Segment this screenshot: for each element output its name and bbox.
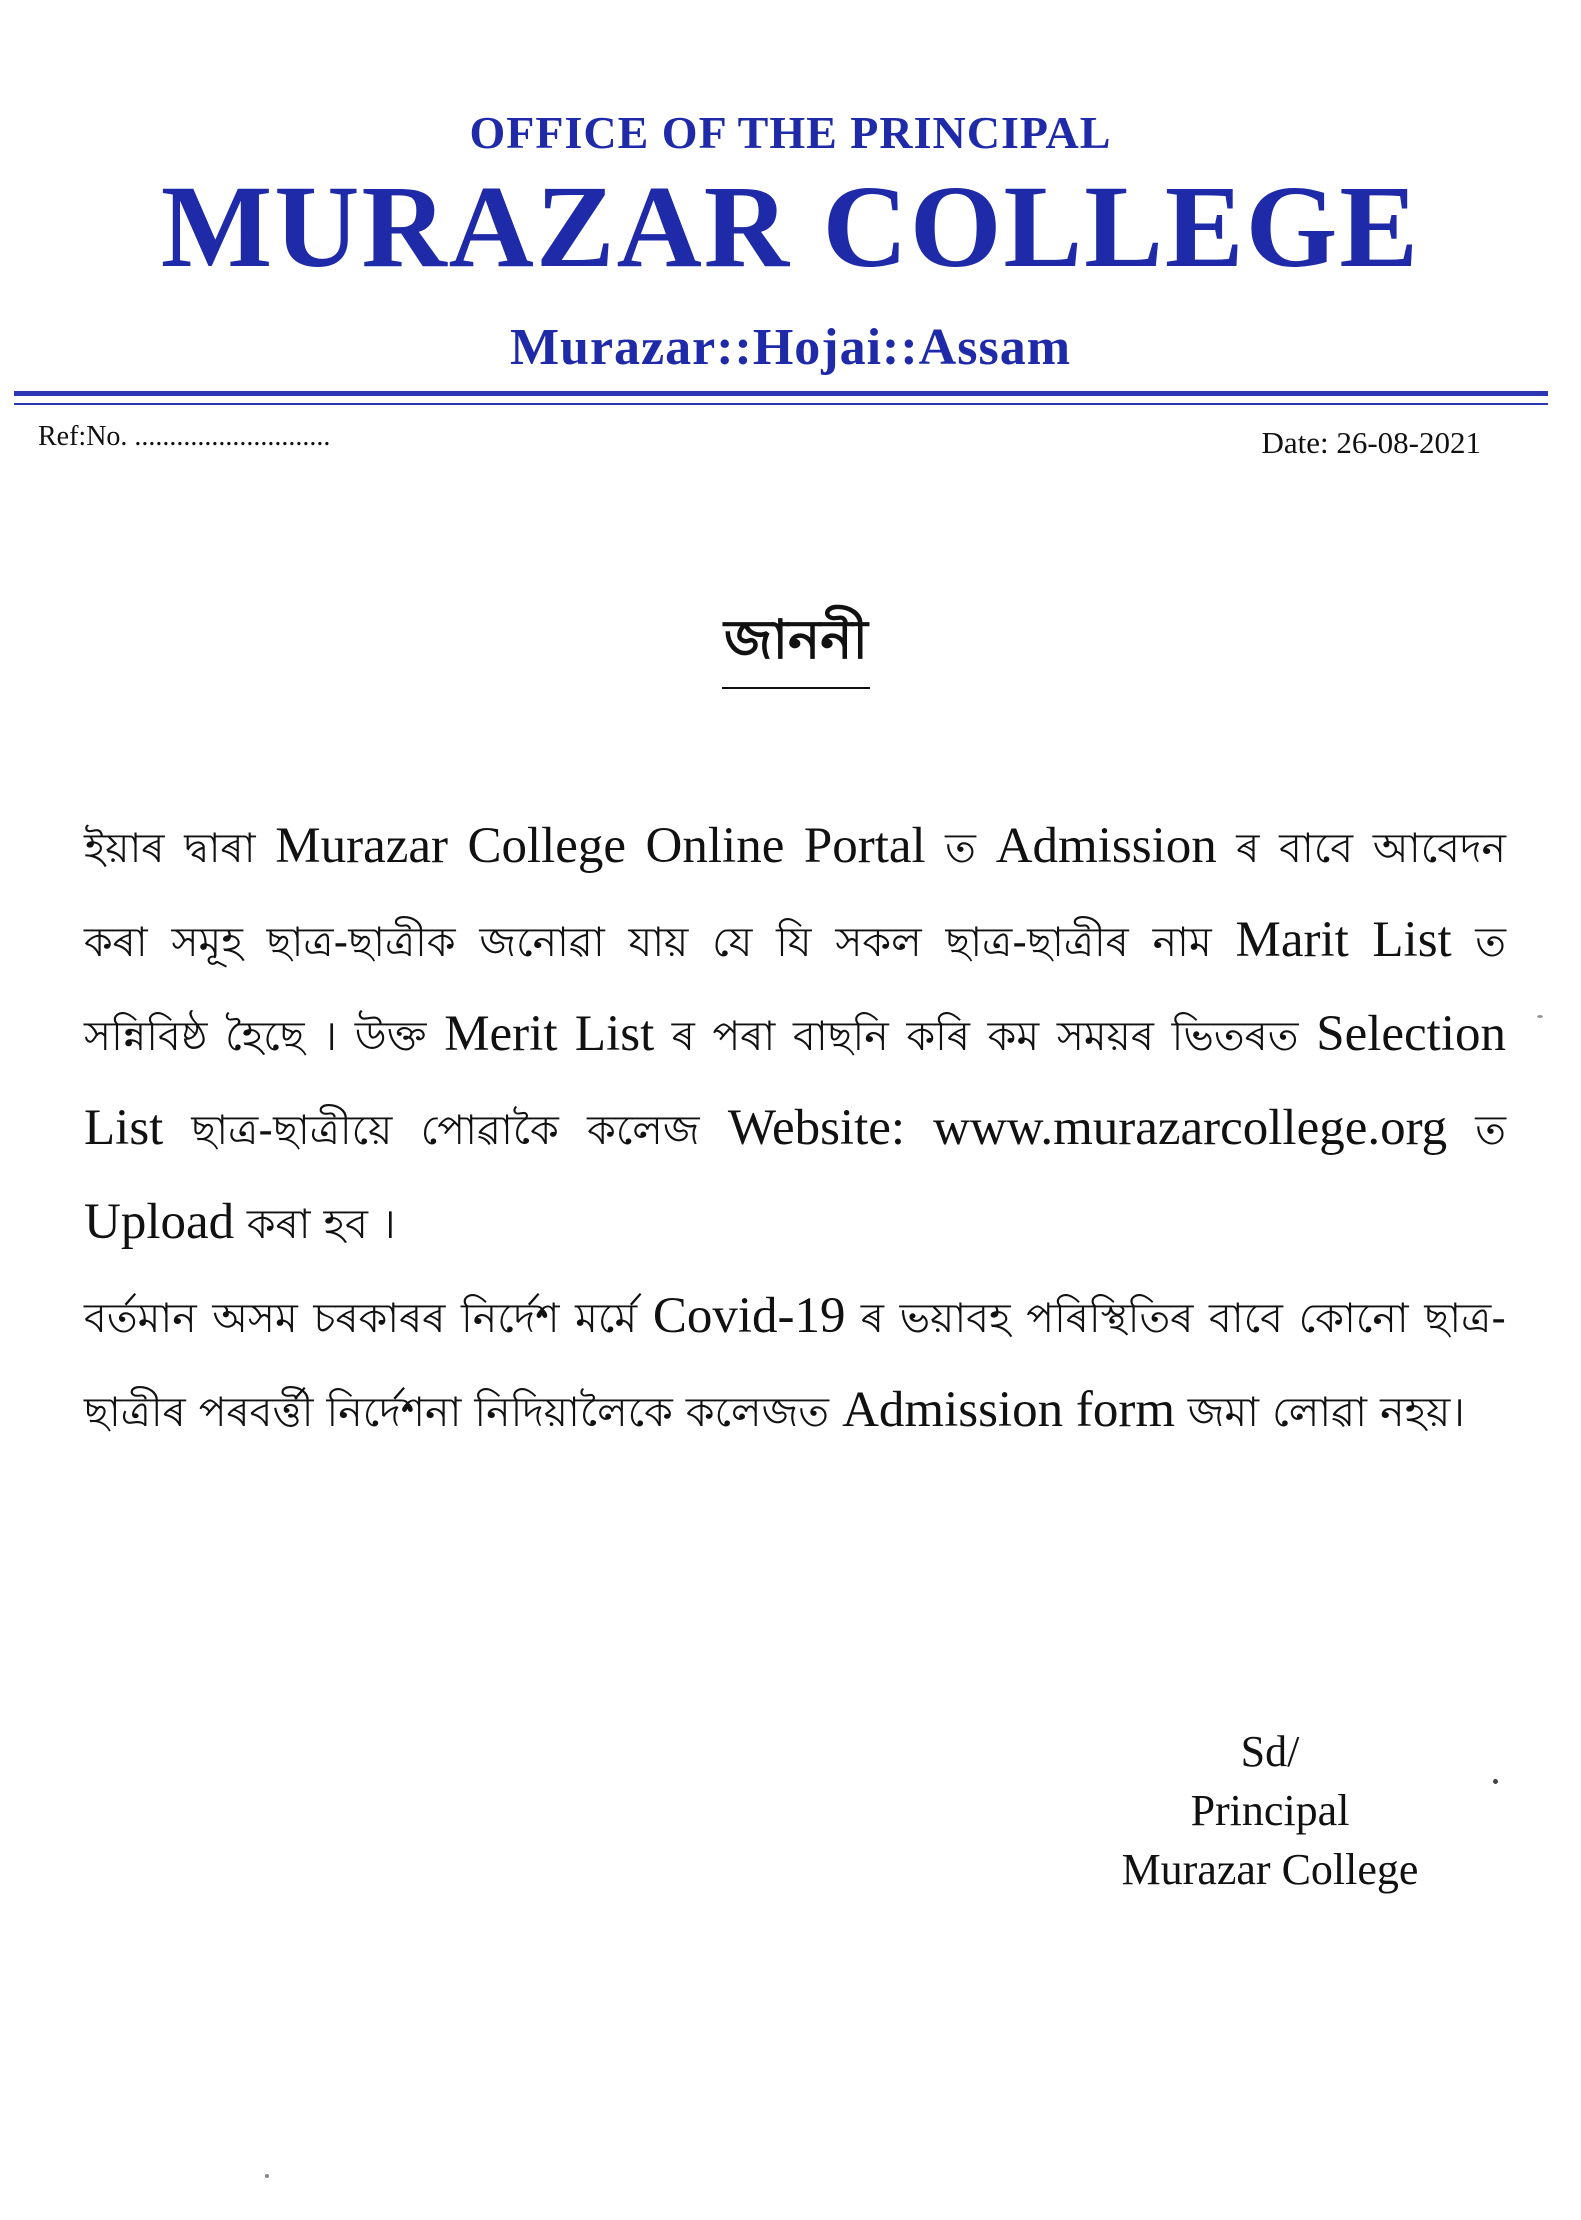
scan-speck xyxy=(265,2174,269,2178)
signature-sd: Sd/ xyxy=(1240,1727,1300,1776)
scan-speck xyxy=(1493,1779,1498,1784)
signature-designation: Principal xyxy=(1190,1786,1350,1835)
college-name: MURAZAR COLLEGE xyxy=(160,161,1421,292)
notice-paragraph-admission: ইয়াৰ দ্বাৰা Murazar College Online Portal ত Admission ৰ বাবে আবেদন কৰা সমূহ ছাত্ৰ-ছাত্ৰীক জনোৱা যায় যে যি সকল ছাত্ৰ-ছাত্ৰীৰ নাম Marit List ত সন্নিবিষ্ঠ হৈছে । উক্ত Merit List ৰ পৰা বাছনি কৰি কম সময়ৰ ভিতৰত Selection List ছাত্ৰ-ছাত্ৰীয়ে পোৱাকৈ কলেজ Website: www.murazarcollege.org ত Upload কৰা হব । xyxy=(84,818,1507,1250)
signature-institution: Murazar College xyxy=(1121,1845,1419,1894)
notice-body xyxy=(84,800,1506,1458)
notice-title-underline xyxy=(722,687,870,689)
notice-date: Date: 26-08-2021 xyxy=(1261,425,1481,460)
signature-block xyxy=(1070,1722,1470,1899)
notice-paragraph-covid: বৰ্তমান অসম চৰকাৰৰ নিৰ্দেশ মৰ্মে Covid-19 ৰ ভয়াবহ পৰিস্থিতিৰ বাবে কোনো ছাত্ৰ-ছাত্ৰীৰ পৰবৰ্ত্তী নিৰ্দেশনা নিদিয়ালৈকে কলেজত Admission form জমা লোৱা নহয়। xyxy=(84,1288,1507,1438)
college-location: Murazar::Hojai::Assam xyxy=(509,319,1072,376)
scan-speck xyxy=(1537,1015,1543,1018)
header-divider-thick xyxy=(14,391,1548,396)
header-divider-thin xyxy=(14,403,1548,405)
notice-title: জাননী xyxy=(724,608,868,671)
reference-number: Ref:No. ............................ xyxy=(38,421,331,452)
office-heading: OFFICE OF THE PRINCIPAL xyxy=(469,107,1112,158)
